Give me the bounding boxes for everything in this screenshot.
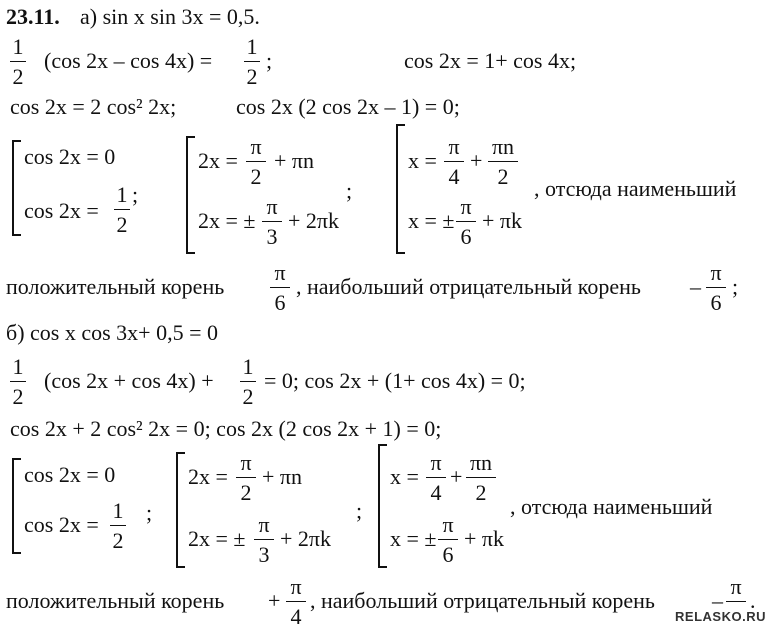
fraction-pi-third: π 3: [254, 514, 274, 566]
fraction-one-half: 1 2: [110, 500, 126, 552]
equation-text: = 0; cos 2x + (1+ cos 4x) = 0;: [264, 368, 526, 393]
text-line: .: [750, 588, 756, 613]
fraction-one-half: 1 2: [10, 36, 26, 88]
equation-text: cos 2x = 0: [24, 462, 116, 487]
problem-number: 23.11.: [6, 4, 60, 29]
plus-sign: +: [268, 588, 281, 613]
separator: ;: [146, 500, 153, 525]
text-line: , наибольший отрицательный корень: [296, 274, 641, 299]
equation-text: cos 2x = 1+ cos 4x;: [404, 48, 577, 73]
equation-text: cos 2x =: [24, 198, 99, 223]
fraction-pi-sixth: π 6: [456, 196, 476, 248]
fraction-pi-sixth: π 6: [270, 262, 290, 314]
system-bracket: [396, 124, 405, 254]
equation-text: (cos 2x – cos 4x) =: [44, 48, 213, 73]
equation-text: x = ±: [408, 208, 455, 233]
equation-text: 2x =: [188, 464, 228, 489]
part-b-heading: б) cos x cos 3x+ 0,5 = 0: [6, 320, 218, 345]
equation-text: 2x = ±: [198, 208, 256, 233]
fraction-pi-quarter: π 4: [426, 452, 446, 504]
text-line: , отсюда наименьший: [534, 176, 737, 201]
fraction-one-half: 1 2: [240, 356, 256, 408]
fraction-pin-half: πn 2: [466, 452, 496, 504]
fraction-pi-half: π 2: [236, 452, 256, 504]
equation-text: cos 2x =: [24, 512, 99, 537]
text-line: ;: [732, 274, 739, 299]
system-bracket: [176, 452, 185, 568]
fraction-pin-half: πn 2: [488, 136, 518, 188]
fraction-pi: π: [726, 576, 746, 606]
equation-text: x =: [408, 148, 437, 173]
part-a-heading: а) sin x sin 3x = 0,5.: [80, 4, 260, 29]
system-bracket: [12, 140, 21, 236]
text-line: положительный корень: [6, 274, 225, 299]
minus-sign: –: [690, 274, 701, 299]
text-line: , наибольший отрицательный корень: [310, 588, 655, 613]
equation-text: + πk: [482, 208, 523, 233]
equation-text: cos 2x + 2 cos² 2x = 0; cos 2x (2 cos 2x + 1) = 0;: [10, 416, 442, 441]
equation-text: 2x = ±: [188, 526, 246, 551]
fraction-pi-half: π 2: [246, 136, 266, 188]
separator: ;: [346, 178, 353, 203]
equation-text: +: [470, 148, 483, 173]
system-bracket: [186, 136, 195, 254]
equation-text: + πn: [274, 148, 315, 173]
separator: ;: [132, 182, 139, 207]
system-bracket: [378, 444, 387, 568]
fraction-one-half: 1 2: [114, 184, 130, 236]
fraction-one-half: 1 2: [10, 356, 26, 408]
equation-text: + 2πk: [280, 526, 332, 551]
fraction-pi-quarter: π 4: [444, 136, 464, 188]
separator: ;: [356, 498, 363, 523]
fraction-pi-third: π 3: [262, 196, 282, 248]
equation-text: cos 2x = 2 cos² 2x;: [10, 94, 177, 119]
equation-text: (cos 2x + cos 4x) +: [44, 368, 214, 393]
equation-text: cos 2x = 0: [24, 144, 116, 169]
equation-text: ;: [266, 48, 273, 73]
equation-text: +: [450, 464, 463, 489]
equation-text: + 2πk: [288, 208, 340, 233]
watermark: RELASKO.RU: [675, 609, 766, 624]
equation-text: + πn: [262, 464, 303, 489]
equation-text: x =: [390, 464, 419, 489]
equation-text: 2x =: [198, 148, 238, 173]
fraction-one-half: 1 2: [244, 36, 260, 88]
text-line: положительный корень: [6, 588, 225, 613]
system-bracket: [12, 458, 21, 554]
equation-text: + πk: [464, 526, 505, 551]
minus-sign: –: [712, 588, 723, 613]
text-line: , отсюда наименьший: [510, 494, 713, 519]
equation-text: cos 2x (2 cos 2x – 1) = 0;: [236, 94, 460, 119]
fraction-pi-quarter: π 4: [286, 576, 306, 628]
fraction-pi-sixth: π 6: [706, 262, 726, 314]
fraction-pi-sixth: π 6: [438, 514, 458, 566]
equation-text: x = ±: [390, 526, 437, 551]
